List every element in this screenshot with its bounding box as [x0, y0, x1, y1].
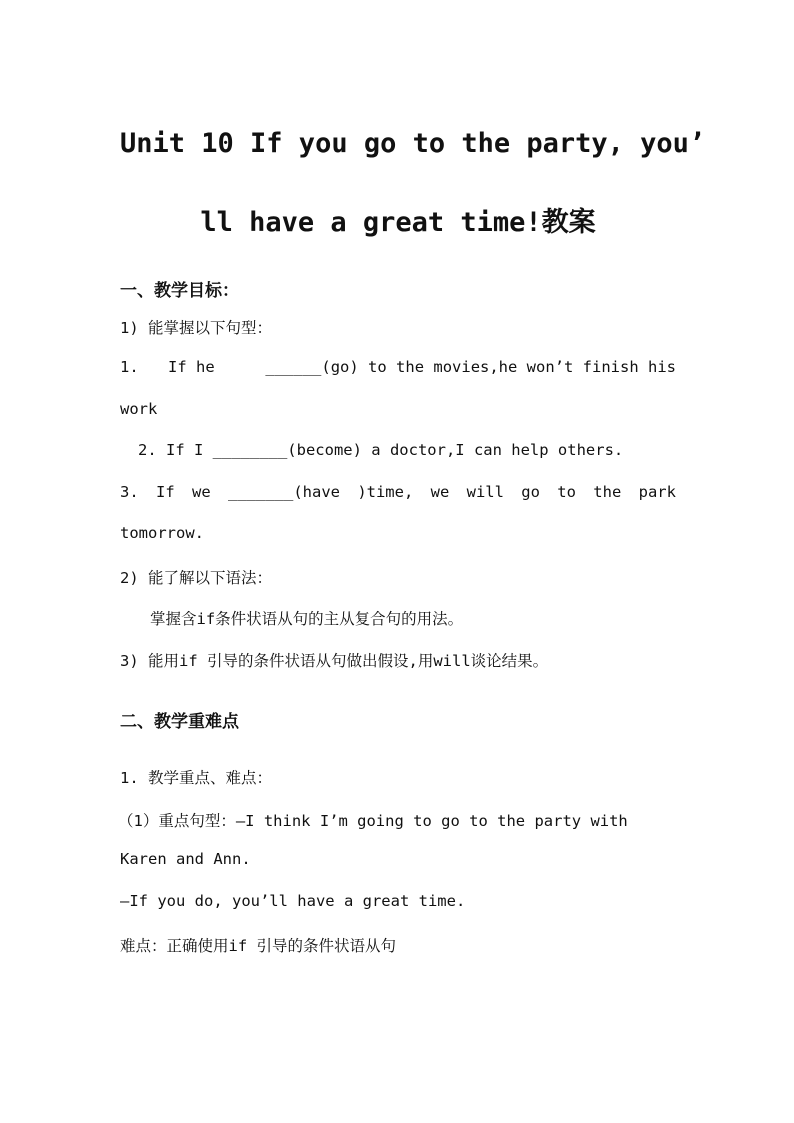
sentence-3-continuation: tomorrow. — [120, 524, 204, 542]
sentence-1-subject: If he — [168, 358, 215, 376]
title-line-2: ll have a great time!教案 — [200, 207, 596, 238]
sentence-3-word: park — [638, 483, 676, 501]
reply-sentence: —If you do, you’ll have a great time. — [120, 892, 466, 910]
sentence-3-word: _______(have — [228, 483, 340, 501]
sentence-1-rest: ______(go) to the movies,he won’t finish his — [265, 358, 676, 376]
key-sentence: （1）重点句型：—I think I’m going to go to the party with — [118, 812, 628, 830]
objective-2-label: 2) 能了解以下语法： — [120, 569, 272, 587]
sentence-1 — [120, 358, 676, 376]
key-sentence-continuation: Karen and Ann. — [120, 850, 251, 868]
sentence-3-word: we — [192, 483, 211, 501]
objective-2-text: 掌握含if条件状语从句的主从复合句的用法。 — [150, 610, 464, 628]
sentence-3-word: we — [430, 483, 450, 501]
section-1-heading: 一、教学目标： — [120, 281, 239, 301]
title-line-1: Unit 10 If you go to the party, you’ — [120, 128, 706, 159]
sentence-2: 2. If I ________(become) a doctor,I can help others. — [138, 441, 624, 459]
sentence-3-word: If — [156, 483, 175, 501]
difficulty-text: 难点：正确使用if 引导的条件状语从句 — [120, 937, 396, 955]
sentence-3-word: )time, — [357, 483, 414, 501]
sentence-3 — [120, 483, 676, 501]
sentence-3-word: the — [593, 483, 622, 501]
sentence-1-continuation: work — [120, 400, 158, 418]
key-points-label: 1. 教学重点、难点： — [120, 769, 272, 787]
section-2-heading: 二、教学重难点 — [120, 712, 239, 732]
sentence-1-number: 1. — [120, 358, 139, 376]
sentence-3-word: to — [557, 483, 576, 501]
sentence-3-word: will — [466, 483, 504, 501]
objective-1-label: 1) 能掌握以下句型： — [120, 319, 272, 337]
sentence-3-word: 3. — [120, 483, 139, 501]
objective-3: 3) 能用if 引导的条件状语从句做出假设,用will谈论结果。 — [120, 652, 549, 670]
sentence-3-word: go — [521, 483, 540, 501]
